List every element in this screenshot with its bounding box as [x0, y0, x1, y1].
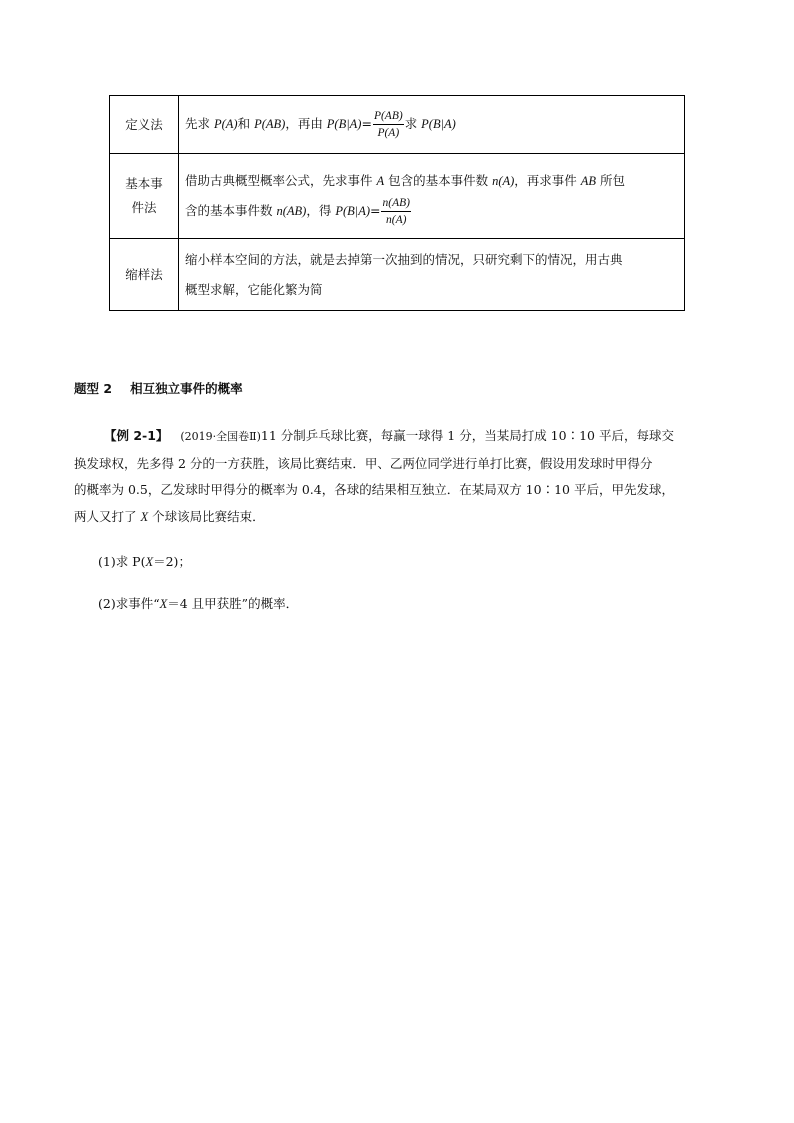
desc-text: 求 [404, 116, 422, 131]
event-ab: AB [580, 173, 597, 188]
event-a: A [376, 173, 385, 188]
variable-x: X [145, 555, 154, 569]
method-name: 缩样法 [125, 266, 163, 282]
example-source: (2019·全国卷Ⅱ) [180, 430, 261, 443]
table-row [110, 96, 685, 154]
table-row [110, 154, 685, 239]
method-description-cell [179, 154, 685, 239]
section-heading [74, 379, 243, 397]
desc-line [185, 196, 678, 227]
desc-text: 所包 [596, 172, 626, 188]
formula-pa: P(A) [213, 117, 238, 131]
method-description-cell [179, 239, 685, 311]
desc-text: 含的基本事件数 [185, 202, 277, 218]
desc-text: 包含的基本事件数 [384, 172, 493, 188]
fraction-denominator: n(A) [386, 213, 407, 226]
example-text: 11 分制乒乓球比赛，每赢一球得 1 分，当某局打成 10∶10 平后，每球交 [260, 428, 674, 443]
formula-pba: P(B|A) [335, 203, 370, 218]
desc-text: 和 [237, 116, 255, 131]
fraction [373, 109, 404, 140]
fraction [381, 196, 410, 227]
question-text: ＝4 且甲获胜”的概率． [167, 596, 299, 611]
method-name-line: 件法 [131, 200, 157, 215]
desc-line [185, 166, 678, 196]
formula-na: n(A) [492, 173, 515, 188]
method-name: 定义法 [125, 116, 163, 132]
example-line [74, 504, 734, 531]
table-row [110, 239, 685, 311]
example-tag: 【例 2-1】 [104, 428, 169, 443]
desc-text: 借助古典概型概率公式，先求事件 [185, 172, 377, 188]
section-label: 题型 2 [74, 381, 113, 396]
method-name-cell [110, 154, 179, 239]
example-text: 两人又打了 [74, 508, 141, 524]
equals-sign: = [370, 202, 381, 218]
method-name-cell [110, 96, 179, 154]
formula-pab: P(AB) [254, 117, 286, 131]
conditional-probability-methods-table [109, 95, 685, 311]
question-text: ＝2)； [153, 554, 191, 569]
example-line [74, 423, 734, 451]
question-1 [98, 552, 191, 572]
fraction-numerator: n(AB) [381, 196, 410, 212]
method-name [122, 172, 166, 220]
question-2 [98, 594, 298, 614]
desc-text: ，再由 [285, 116, 327, 131]
equals-sign: = [361, 116, 372, 131]
formula-nab: n(AB) [276, 203, 307, 218]
formula-pba: P(B|A) [421, 117, 456, 131]
variable-x: X [159, 597, 168, 611]
method-name-line: 基本事 [125, 176, 163, 191]
desc-text: ，得 [306, 202, 336, 218]
desc-line: 概型求解，它能化繁为简 [185, 281, 323, 297]
example-line: 的概率为 0.5，乙发球时甲得分的概率为 0.4，各球的结果相互独立．在某局双方 10∶10 平后，甲先发球， [74, 482, 674, 497]
formula-pba: P(B|A) [326, 117, 362, 131]
example-text: 个球该局比赛结束． [148, 508, 265, 524]
example-problem [74, 423, 734, 530]
method-description-cell [179, 96, 685, 154]
desc-line: 缩小样本空间的方法，就是去掉第一次抽到的情况，只研究剩下的情况，用古典 [185, 251, 623, 267]
method-name-cell [110, 239, 179, 311]
desc-text: 先求 [185, 116, 214, 131]
fraction-numerator: P(AB) [373, 109, 404, 125]
desc-text: ，再求事件 [514, 172, 581, 188]
section-title: 相互独立事件的概率 [130, 381, 243, 396]
question-text: (2)求事件“ [98, 596, 160, 611]
question-text: (1)求 P( [98, 554, 146, 569]
example-line: 换发球权，先多得 2 分的一方获胜，该局比赛结束．甲、乙两位同学进行单打比赛，假设用发球时甲得分 [74, 455, 653, 471]
fraction-denominator: P(A) [377, 127, 400, 139]
variable-x: X [140, 509, 149, 524]
